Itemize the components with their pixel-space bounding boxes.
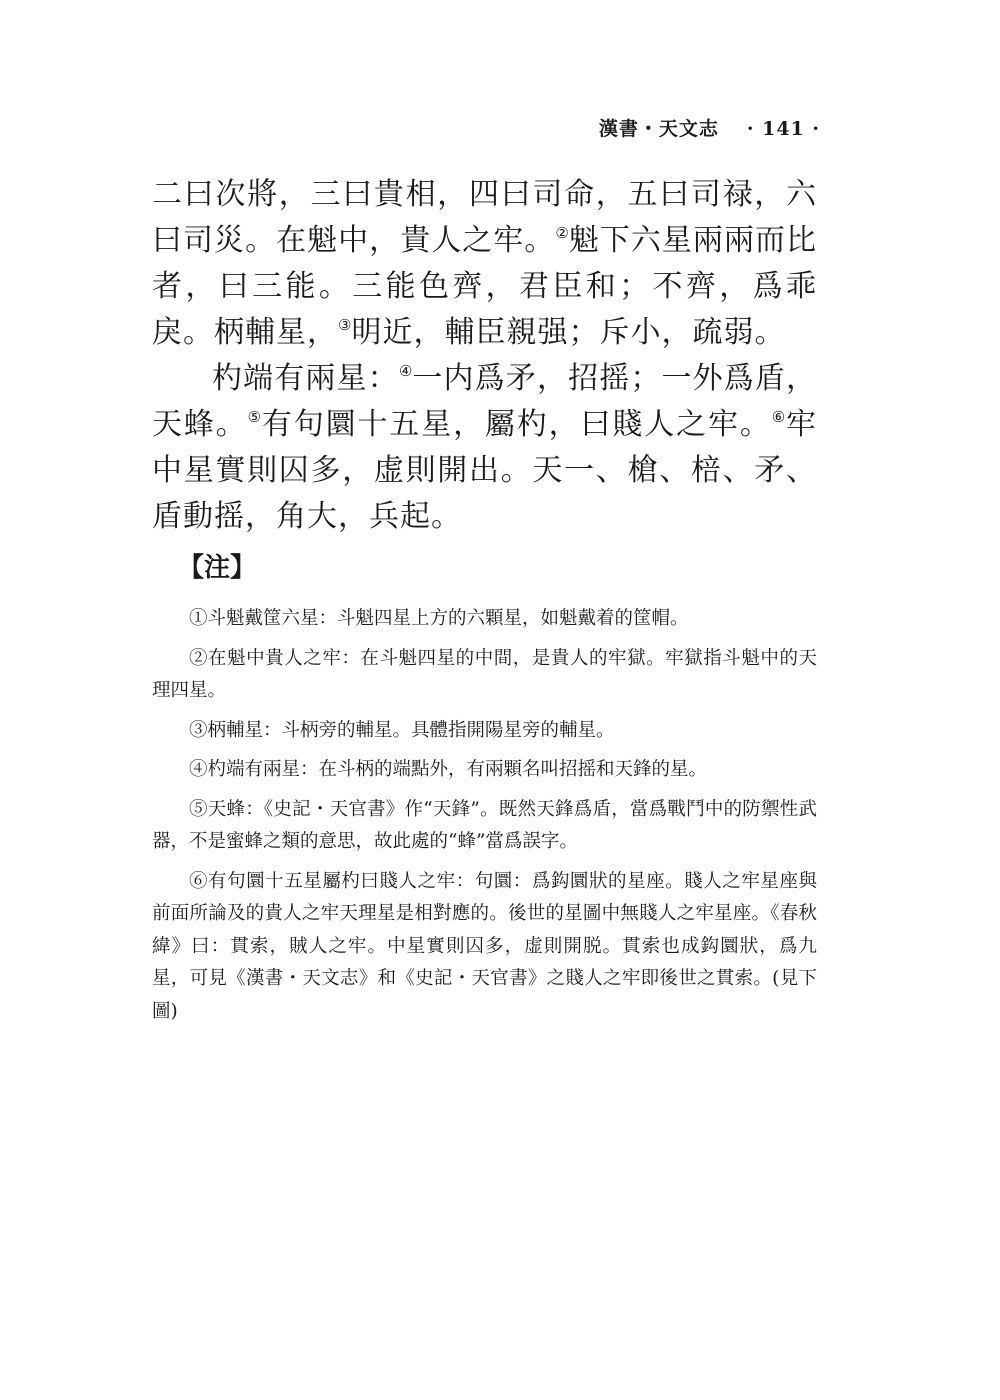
notes-heading: 【注】 [178,553,257,583]
text-segment: 魁下六星兩兩而比者，曰三能。三能色齊，君臣和；不齊，爲乖戾。柄輔星， [152,223,818,350]
page-number: · 141 · [746,118,820,140]
running-header [599,114,820,141]
text-segment: 牢中星實則囚多，虚則開出。天一、槍、棓、矛、盾動摇，角大，兵起。 [152,407,818,534]
footnote-ref: ⑤ [247,408,262,426]
footnote-ref: ⑥ [771,408,787,426]
text-segment: 明近，輔臣親强；斥小，疏弱。 [351,315,786,350]
note-item: ⑥有句圜十五星屬杓曰賤人之牢：句圜：爲鈎圜狀的星座。賤人之牢星座與前面所論及的貴人之牢天理星是相對應的。後世的星圖中無賤人之牢星座。《春秋緯》曰：貫索，賊人之牢。中星實則囚多，虚則開脱。貫索也成鈎圜狀，爲九星，可見《漢書・天文志》和《史記・天官書》之賤人之牢即後世之貫索。(見下圖) [152,870,817,1022]
main-paragraph [152,172,817,356]
notes-list [152,603,817,1035]
footnote-ref: ④ [398,362,413,380]
text-segment: 一内爲矛，招摇；一外爲盾，天蜂。 [152,361,818,442]
main-text [152,172,817,540]
note-item: ①斗魁戴筐六星：斗魁四星上方的六顆星，如魁戴着的筐帽。 [189,608,689,629]
main-paragraph [152,356,817,540]
note-item: ⑤天蜂：《史記・天官書》作“天鋒”。既然天鋒爲盾，當爲戰鬥中的防禦性武器，不是蜜蜂之類的意思，故此處的“蜂”當爲誤字。 [152,798,817,852]
text-segment: 有句圜十五星，屬杓，曰賤人之牢。 [261,407,772,442]
text-segment: 杓端有兩星： [212,361,399,396]
header-title: 漢書・天文志 [598,118,719,140]
footnote-ref: ③ [338,316,352,334]
text-segment: 二曰次將，三曰貴相，四曰司命，五曰司禄，六曰司災。在魁中，貴人之牢。 [152,177,817,258]
footnote-ref: ② [555,224,569,242]
note-item: ④杓端有兩星：在斗柄的端點外，有兩顆名叫招摇和天鋒的星。 [189,759,708,780]
note-item: ③柄輔星：斗柄旁的輔星。具體指開陽星旁的輔星。 [189,719,615,741]
note-item: ②在魁中貴人之牢：在斗魁四星的中間，是貴人的牢獄。牢獄指斗魁中的天理四星。 [152,647,817,701]
